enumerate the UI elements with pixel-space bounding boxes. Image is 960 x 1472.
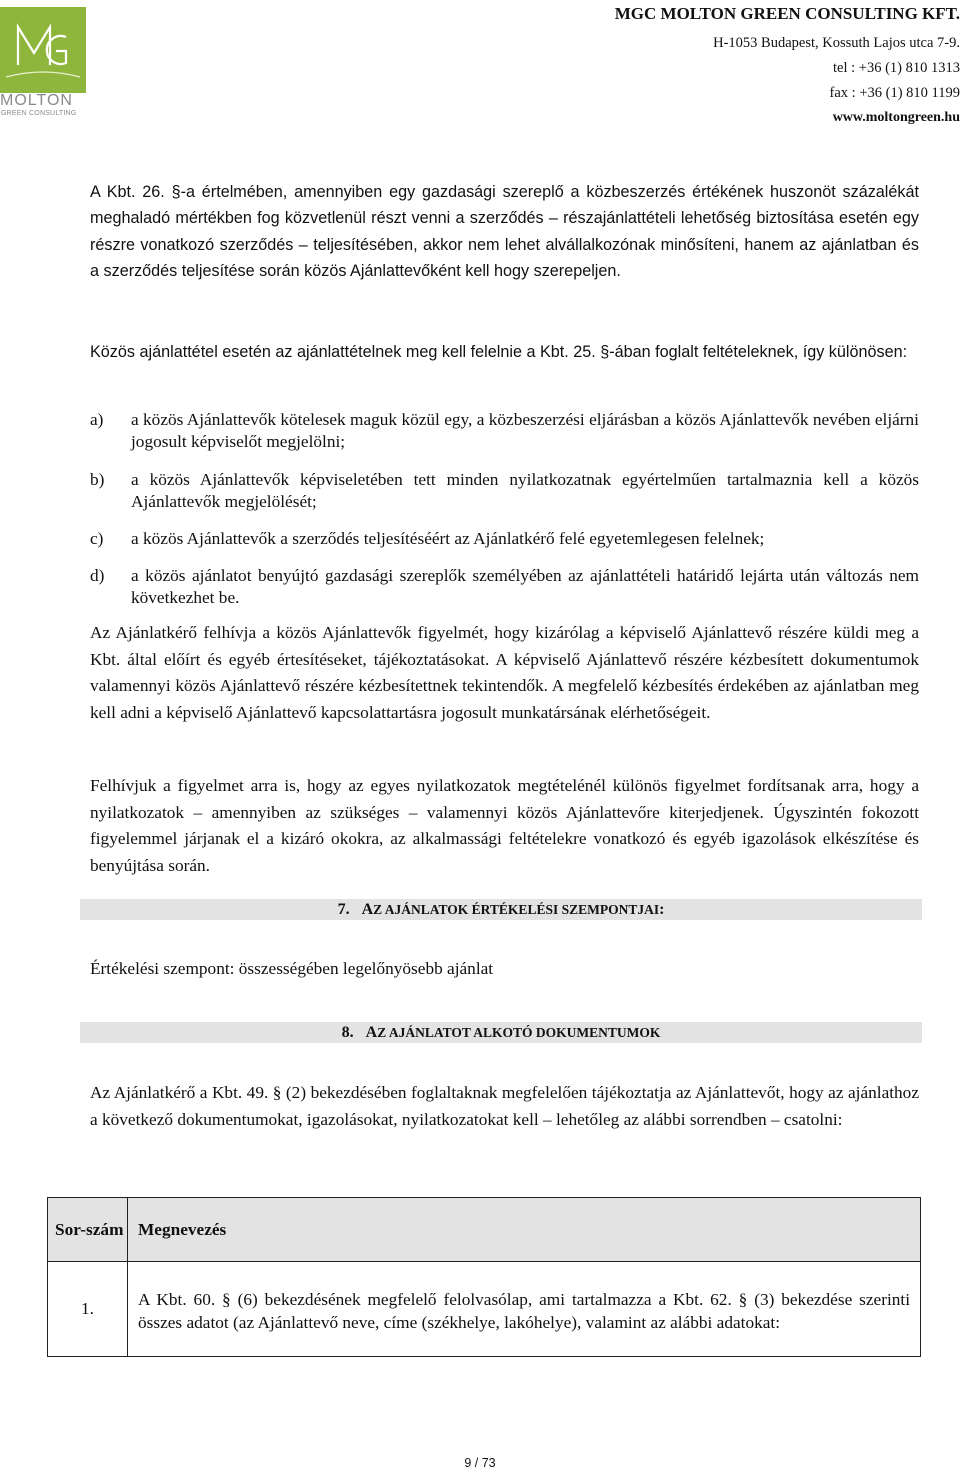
section-title: Z AJÁNLATOT ALKOTÓ DOKUMENTUMOK — [377, 1025, 661, 1040]
logo-emblem-icon — [0, 7, 86, 93]
row-number: 1. — [48, 1262, 128, 1357]
paragraph-subcontractor: A Kbt. 26. §-a értelmében, amennyiben egy gazdasági szereplő a közbeszerzés értékének huszonöt százalékát meghaladó mértékben fog közvetlenül részt venni a szerződés – részajánlattételi lehetőség biztosítása esetén egy részre vonatkozó szerződés – teljesítésében, akkor nem lehet alvállalkozónak minősíteni, hanem az ajánlatban és a szerződés teljesítése során közös Ajánlattevőként kell hogy szerepeljen. — [90, 183, 919, 280]
logo-wordmark: MOLTON — [0, 92, 73, 109]
evaluation-criterion: Értékelési szempont: összességében legelőnyösebb ajánlat — [90, 959, 494, 978]
section-title: Z AJÁNLATOK ÉRTÉKELÉSI SZEMPONTJAI — [373, 902, 660, 917]
company-tel: tel : +36 (1) 810 1313 — [833, 60, 960, 76]
list-item-label: d) — [90, 566, 105, 585]
table-header-row — [48, 1198, 921, 1262]
company-logo — [0, 7, 86, 117]
company-info — [460, 4, 960, 130]
paragraph-attention: Felhívjuk a figyelmet arra is, hogy az egyes nyilatkozatok megtételénél különös figyelmet fordítsanak arra, hogy a nyilatkozatok – amennyiben az szükséges – valamennyi közös Ajánlattevőre kiterjedjenek. Úgyszintén fokozott figyelemmel járjanak el a kizáró okokra, az alkalmassági feltételekre vonatkozó és egyéb igazolások elkészítése és benyújtása során. — [90, 776, 919, 875]
list-item-label: b) — [90, 470, 105, 489]
section-title-initial: A — [365, 1024, 378, 1041]
row-description: A Kbt. 60. § (6) bekezdésének megfelelő felolvasólap, ami tartalmazza a Kbt. 62. § (3) bekezdése szerinti összes adatot (az Ajánlattevő neve, címe (székhelye, lakóhelye), valamint az alábbi adatokat: — [128, 1262, 921, 1357]
paragraph-documents: Az Ajánlatkérő a Kbt. 49. § (2) bekezdésében foglaltaknak megfelelően tájékoztatja az Ajánlattevőt, hogy az ajánlathoz a következő dokumentumokat, igazolásokat, nyilatkozatokat kell – lehetőleg az alábbi sorrendben – csatolni: — [90, 1083, 919, 1129]
column-header-number: Sor-szám — [48, 1198, 128, 1262]
list-item — [90, 528, 919, 550]
documents-table — [47, 1197, 921, 1357]
list-item-text: a közös Ajánlattevők kötelesek maguk közül egy, a közbeszerzési eljárásban a közös Ajánlattevők nevében eljárni jogosult képviselőt megjelölni; — [131, 410, 919, 451]
section-number: 8. — [341, 1024, 354, 1041]
paragraph-joint-bid: Közös ajánlattétel esetén az ajánlattételnek meg kell felelnie a Kbt. 25. §-ában foglalt feltételeknek, így különösen: — [90, 343, 908, 361]
section-title-initial: A — [361, 901, 374, 918]
list-item — [90, 565, 919, 609]
list-item — [90, 469, 919, 513]
list-item-label: a) — [90, 410, 104, 429]
paragraph-representative: Az Ajánlatkérő felhívja a közös Ajánlattevők figyelmét, hogy kizárólag a képviselő Ajánlattevő részére küldi meg a Kbt. által előírt és egyéb értesítéseket, tájékoztatásokat. A képviselő Ajánlattevő részére kézbesített dokumentumok valamennyi közös Ajánlattevő részére kézbesítettnek tekintendők. A megfelelő kézbesítés érdekében az ajánlatban meg kell adni a képviselő Ajánlattevő kapcsolattartásra jogosult munkatársának elérhetőségeit. — [90, 623, 919, 722]
list-item-label: c) — [90, 529, 104, 548]
column-header-name: Megnevezés — [128, 1198, 921, 1262]
list-item-text: a közös ajánlatot benyújtó gazdasági szereplők személyében az ajánlattételi határidő lejárta után változás nem következhet be. — [131, 566, 919, 607]
logo-tagline: GREEN CONSULTING — [1, 110, 77, 117]
company-name: MGC MOLTON GREEN CONSULTING KFT. — [614, 4, 960, 23]
list-item — [90, 409, 919, 453]
company-address: H-1053 Budapest, Kossuth Lajos utca 7-9. — [713, 35, 960, 51]
list-item-text: a közös Ajánlattevők képviseletében tett minden nyilatkozatnak egyértelműen tartalmaznia kell a közös Ajánlattevők megjelölését; — [131, 470, 919, 511]
company-fax: fax : +36 (1) 810 1199 — [829, 85, 960, 101]
table-row — [48, 1262, 921, 1357]
section-number: 7. — [337, 901, 350, 918]
list-item-text: a közös Ajánlattevők a szerződés teljesítéséért az Ajánlatkérő felé egyetemlegesen felelnek; — [131, 529, 765, 548]
section-heading-7 — [80, 899, 922, 920]
section-heading-8 — [80, 1022, 922, 1043]
page-number: 9 / 73 — [464, 1456, 496, 1470]
section-title-colon: : — [659, 901, 665, 918]
logo-mark — [0, 7, 86, 93]
company-website-link[interactable]: www.moltongreen.hu — [832, 110, 960, 125]
